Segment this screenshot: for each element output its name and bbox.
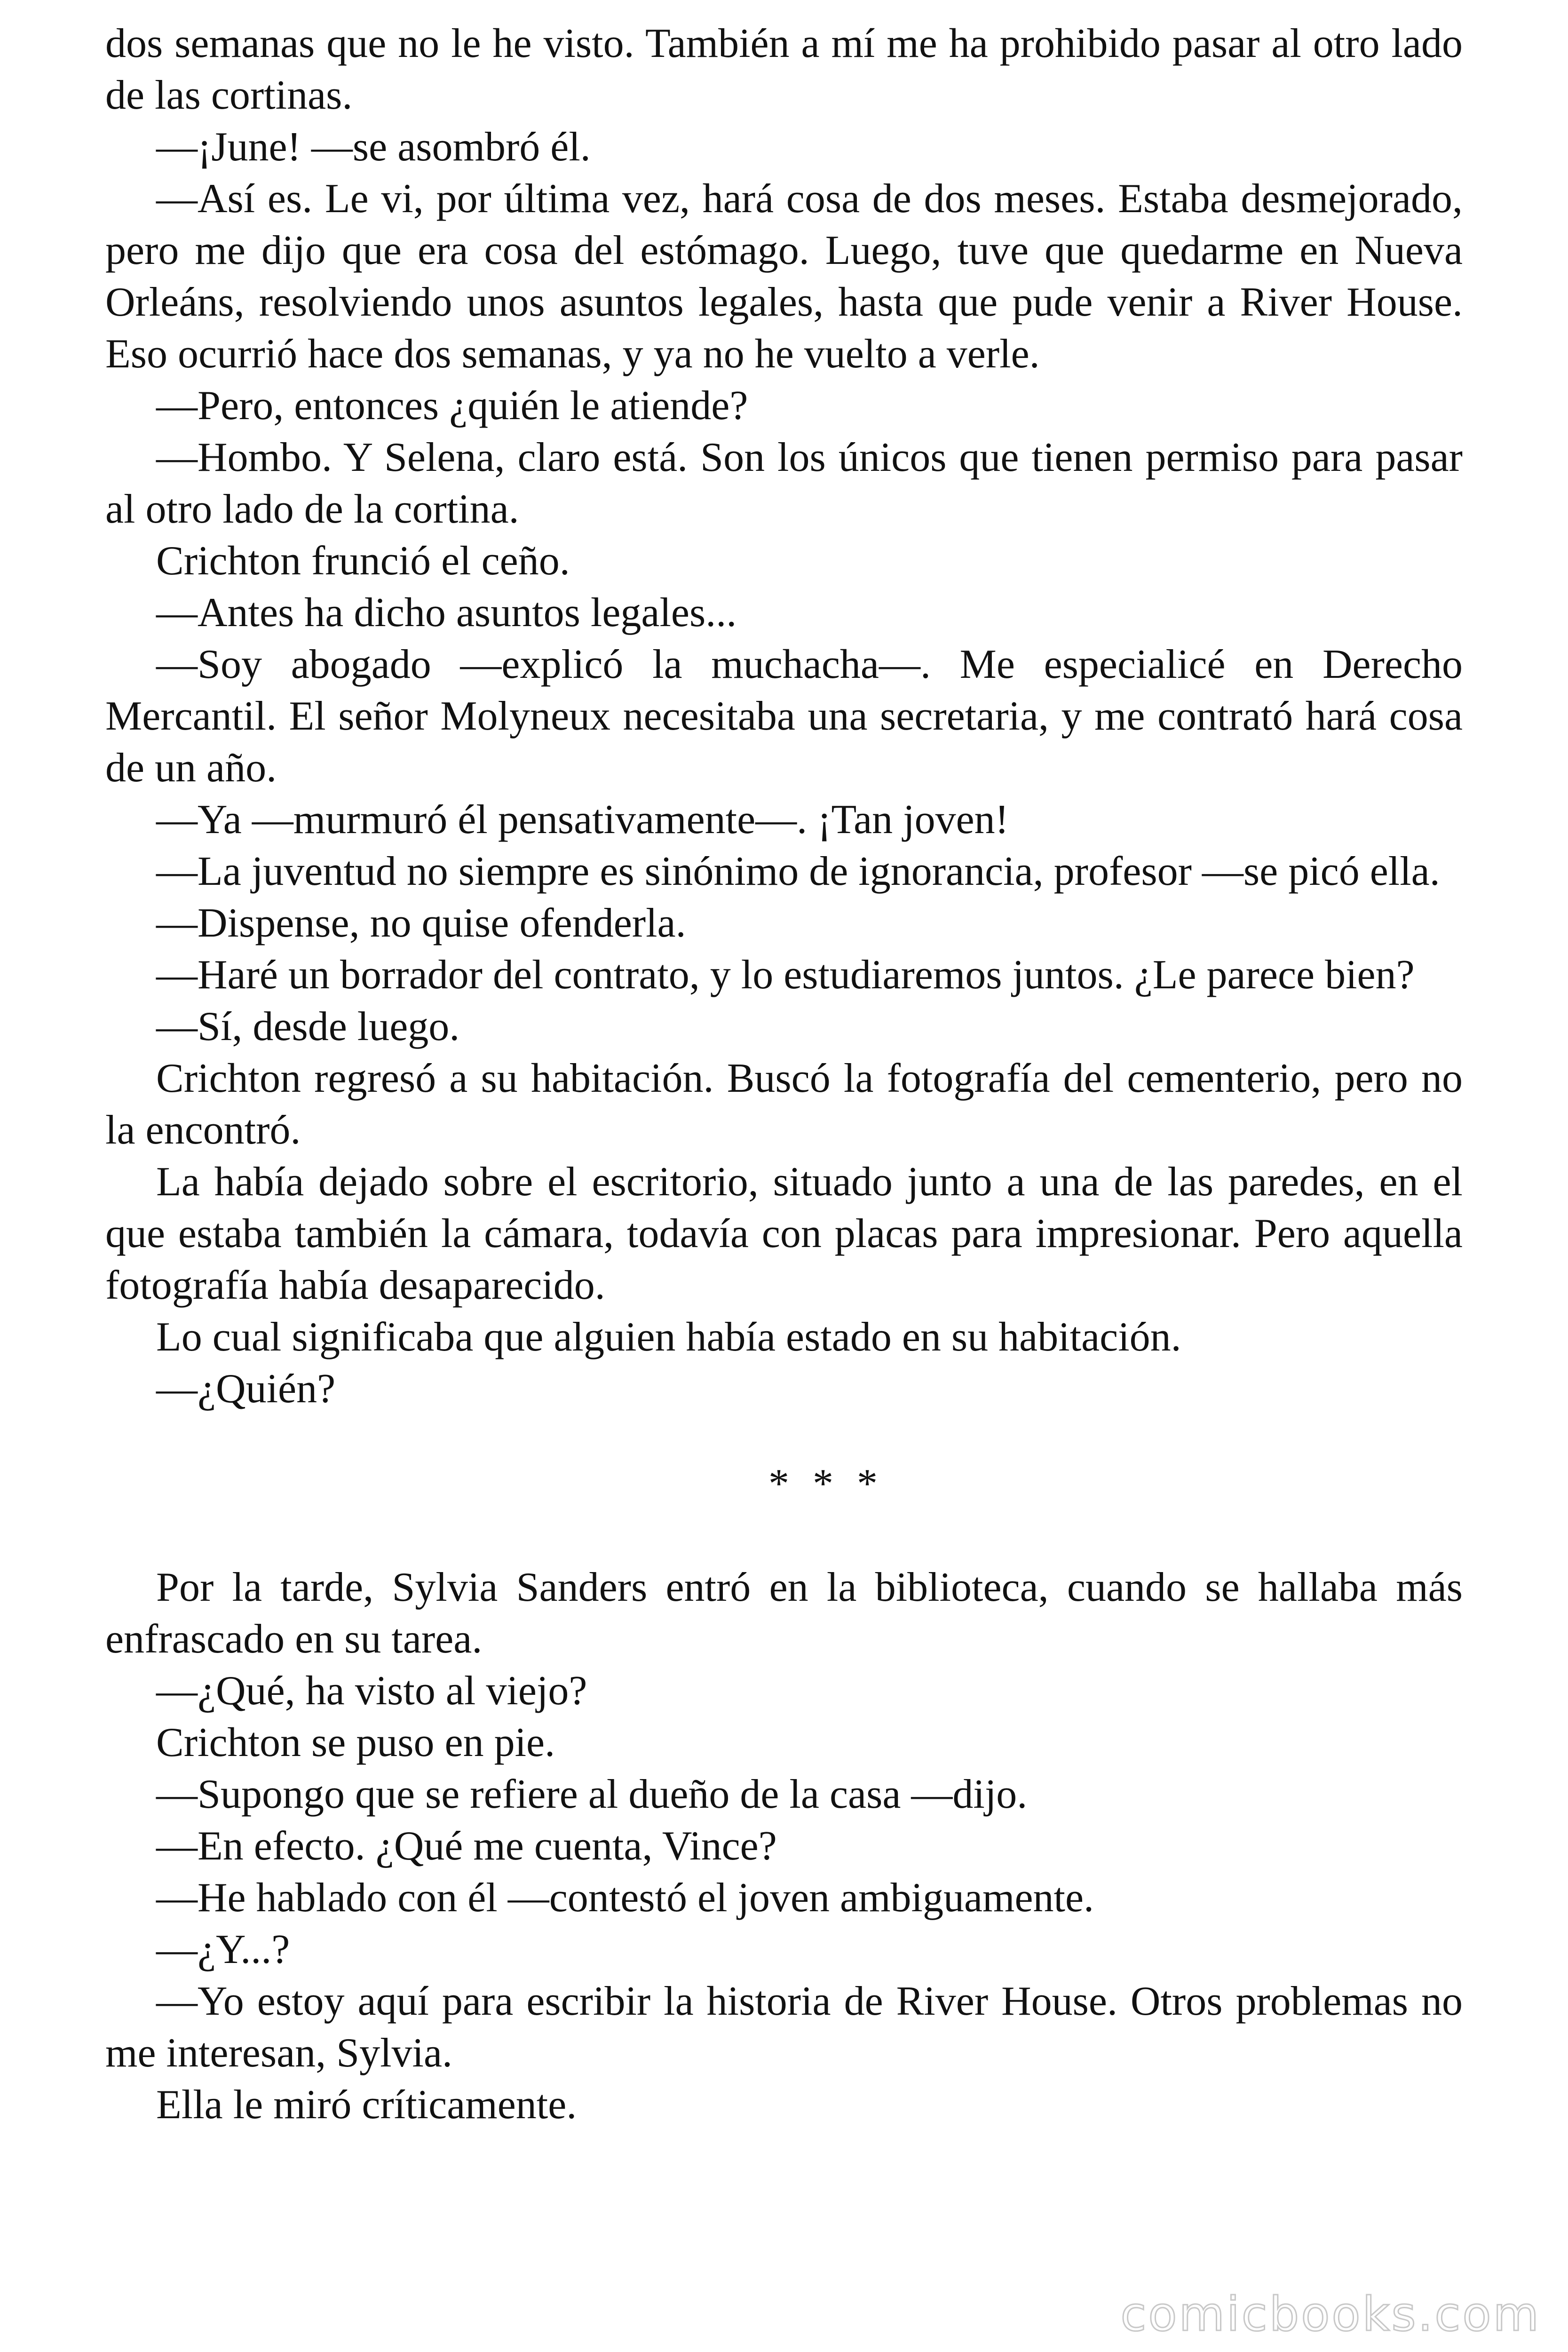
paragraph: dos semanas que no le he visto. También a mí me ha prohibido pasar al otro lado de las cortinas. — [105, 21, 1463, 118]
paragraph: Crichton regresó a su habitación. Buscó la fotografía del cementerio, pero no la encontró. — [105, 1056, 1463, 1153]
paragraph: —Yo estoy aquí para escribir la historia de River House. Otros problemas no me interesan, Sylvia. — [105, 1979, 1463, 2076]
paragraph: —Dispense, no quise ofenderla. — [156, 900, 686, 946]
paragraph: —En efecto. ¿Qué me cuenta, Vince? — [156, 1823, 777, 1869]
paragraph: —Hombo. Y Selena, claro está. Son los únicos que tienen permiso para pasar al otro lado de la cortina. — [105, 435, 1463, 532]
section-separator: * * * — [768, 1461, 884, 1507]
paragraph: —¿Quién? — [156, 1366, 336, 1412]
watermark: comicbooks.com — [1120, 2287, 1541, 2342]
document-page — [105, 18, 1463, 2131]
paragraph: Por la tarde, Sylvia Sanders entró en la biblioteca, cuando se hallaba más enfrascado en su tarea. — [105, 1565, 1463, 1662]
paragraph: —He hablado con él —contestó el joven ambiguamente. — [156, 1875, 1094, 1921]
paragraph: Lo cual significaba que alguien había estado en su habitación. — [156, 1314, 1181, 1360]
text-block-bottom — [105, 1562, 1463, 2131]
paragraph: —Ya —murmuró él pensativamente—. ¡Tan joven! — [156, 797, 1009, 842]
paragraph: —¡June! —se asombró él. — [156, 124, 591, 170]
paragraph: Crichton frunció el ceño. — [156, 538, 570, 584]
paragraph: —¿Y...? — [156, 1927, 290, 1972]
paragraph: —Soy abogado —explicó la muchacha—. Me especialicé en Derecho Mercantil. El señor Molyneux necesitaba una secretaria, y me contrató hará cosa de un año. — [105, 642, 1463, 791]
text-block-top — [105, 18, 1463, 1415]
paragraph: Crichton se puso en pie. — [156, 1720, 555, 1765]
paragraph: La había dejado sobre el escritorio, situado junto a una de las paredes, en el que estaba también la cámara, todavía con placas para impresionar. Pero aquella fotografía había desaparecido. — [105, 1159, 1463, 1308]
paragraph: —Antes ha dicho asuntos legales... — [156, 590, 737, 636]
paragraph: —La juventud no siempre es sinónimo de ignorancia, profesor —se picó ella. — [156, 849, 1440, 894]
paragraph: Ella le miró críticamente. — [156, 2082, 577, 2128]
paragraph: —Supongo que se refiere al dueño de la casa —dijo. — [156, 1772, 1028, 1817]
paragraph: —Sí, desde luego. — [156, 1004, 460, 1049]
paragraph: —Así es. Le vi, por última vez, hará cosa de dos meses. Estaba desmejorado, pero me dijo que era cosa del estómago. Luego, tuve que quedarme en Nueva Orleáns, resolviendo unos asuntos legales, hasta que pude venir a River House. Eso ocurrió hace dos semanas, y ya no he vuelto a verle. — [105, 176, 1463, 377]
paragraph: —Pero, entonces ¿quién le atiende? — [156, 383, 748, 429]
paragraph: —Haré un borrador del contrato, y lo estudiaremos juntos. ¿Le parece bien? — [156, 952, 1415, 998]
paragraph: —¿Qué, ha visto al viejo? — [156, 1668, 587, 1714]
